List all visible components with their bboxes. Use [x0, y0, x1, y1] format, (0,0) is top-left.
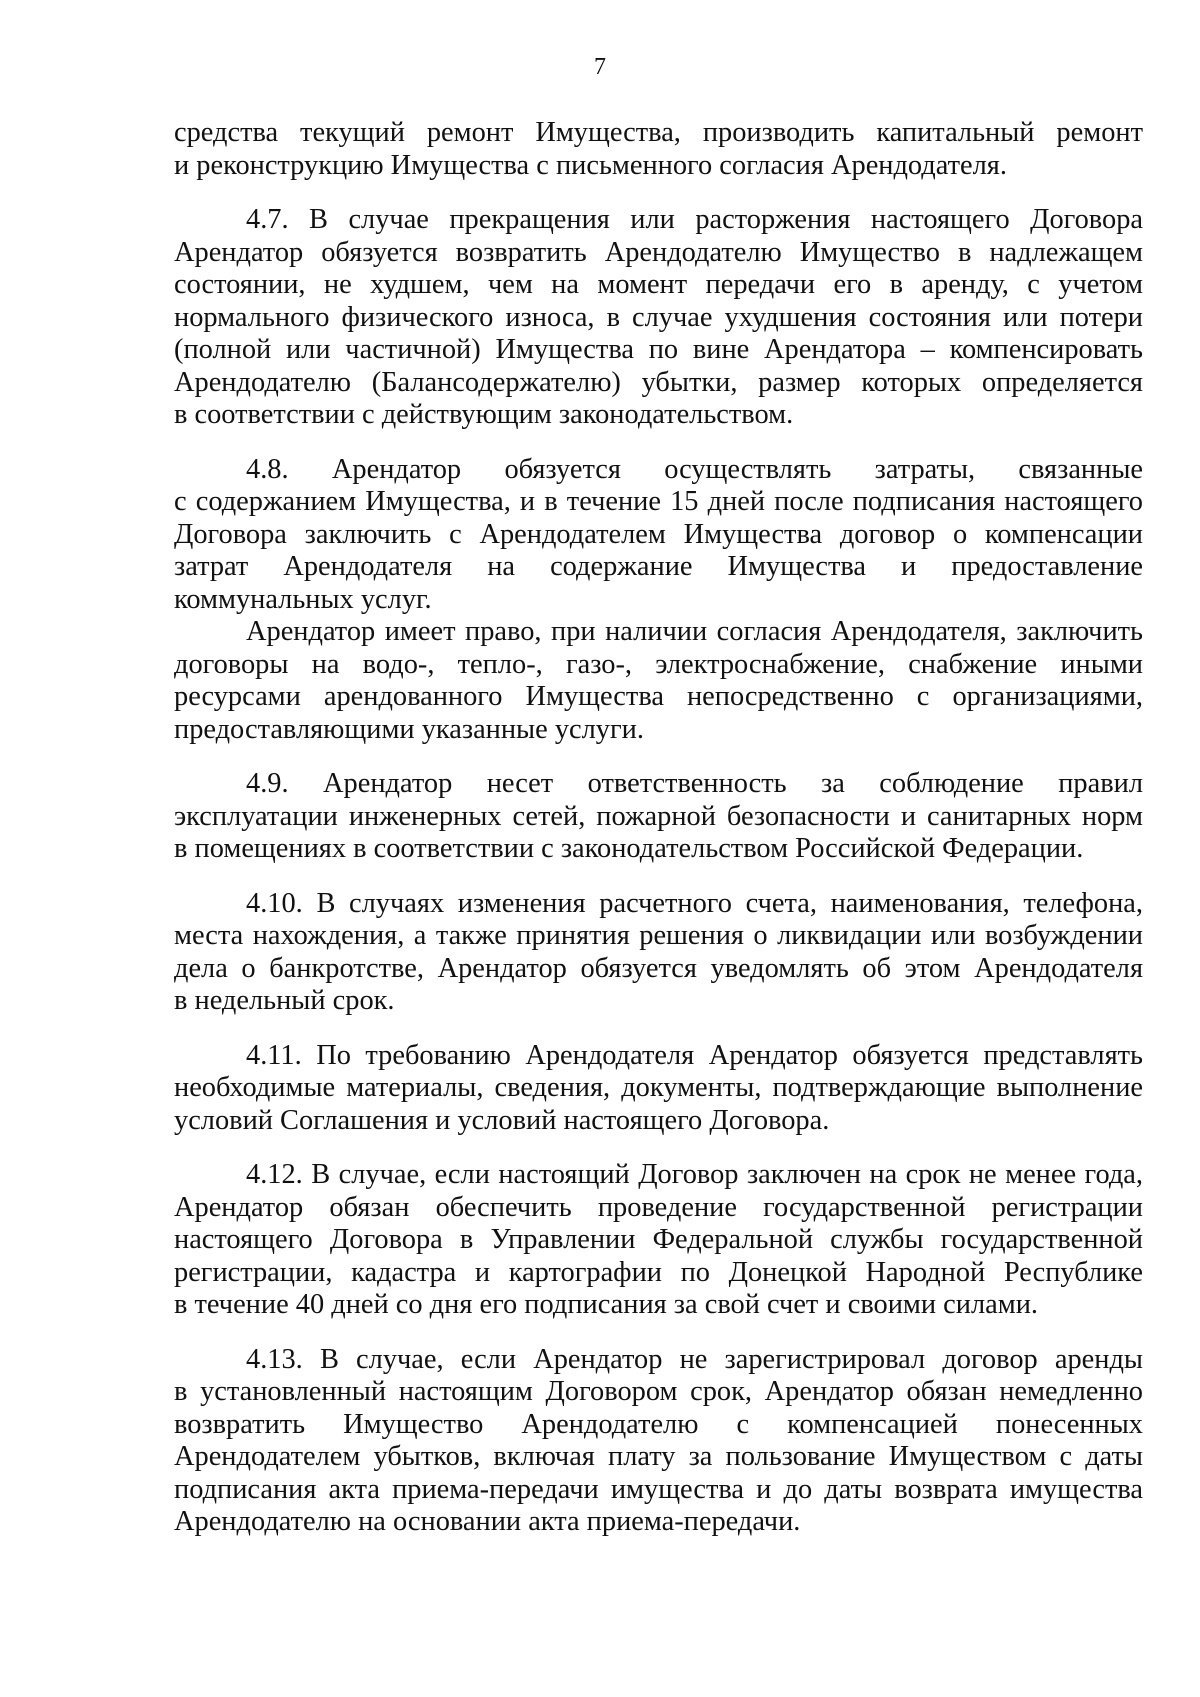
- text-line: настоящего Договора в Управлении Федеральной службы государственной: [174, 1224, 1143, 1255]
- text-line: затрат Арендодателя на содержание Имущества и предоставление: [174, 551, 1143, 582]
- text-line: и реконструкцию Имущества с письменного согласия Арендодателя.: [174, 149, 1007, 181]
- text-line: в соответствии с действующим законодательством.: [174, 399, 794, 430]
- clause-4-7: [174, 204, 1143, 432]
- text-line: Договора заключить с Арендодателем Имущества договор о компенсации: [174, 518, 1143, 550]
- text-line: Арендодателем убытков, включая плату за пользование Имуществом с даты: [174, 1441, 1143, 1472]
- text-line: 4.12. В случае, если настоящий Договор заключен на срок не менее года,: [246, 1159, 1143, 1190]
- text-line: регистрации, кадастра и картографии по Донецкой Народной Республике: [174, 1256, 1143, 1288]
- text-line: состоянии, не худшем, чем на момент передачи его в аренду, с учетом: [174, 269, 1143, 300]
- text-line: условий Соглашения и условий настоящего Договора.: [174, 1104, 830, 1136]
- page-number: 7: [594, 54, 606, 80]
- text-line: эксплуатации инженерных сетей, пожарной безопасности и санитарных норм: [174, 800, 1143, 832]
- clause-4-10: [174, 888, 1143, 1018]
- text-line: коммунальных услуг.: [174, 583, 432, 615]
- text-line: Арендодателю (Балансодержателю) убытки, размер которых определяется: [174, 366, 1143, 398]
- text-line: Арендодателю на основании акта приема-передачи.: [174, 1506, 801, 1537]
- text-line: договоры на водо-, тепло-, газо-, электроснабжение, снабжение иными: [174, 648, 1143, 680]
- text-line: в течение 40 дней со дня его подписания за свой счет и своими силами.: [174, 1289, 1039, 1320]
- text-line: Арендатор обязан обеспечить проведение государственной регистрации: [174, 1191, 1143, 1223]
- text-line: места нахождения, а также принятия решения о ликвидации или возбуждении: [174, 920, 1143, 951]
- text-line: с содержанием Имущества, и в течение 15 дней после подписания настоящего: [174, 486, 1143, 517]
- text-line: в установленный настоящим Договором срок, Арендатор обязан немедленно: [174, 1376, 1143, 1407]
- text-line: в недельный срок.: [174, 985, 395, 1016]
- clause-4-8: [174, 454, 1143, 617]
- text-line: Арендатор обязуется возвратить Арендодателю Имущество в надлежащем: [174, 236, 1143, 268]
- text-line: нормального физического износа, в случае ухудшения состояния или потери: [174, 301, 1143, 333]
- text-line: 4.13. В случае, если Арендатор не зарегистрировал договор аренды: [246, 1343, 1143, 1375]
- text-line: 4.11. По требованию Арендодателя Арендатор обязуется представлять: [246, 1039, 1143, 1071]
- text-line: средства текущий ремонт Имущества, производить капитальный ремонт: [174, 117, 1143, 148]
- text-line: предоставляющими указанные услуги.: [174, 713, 644, 745]
- text-line: 4.10. В случаях изменения расчетного счета, наименования, телефона,: [246, 887, 1143, 919]
- text-line: 4.9. Арендатор несет ответственность за соблюдение правил: [246, 768, 1143, 799]
- text-line: 4.7. В случае прекращения или расторжения настоящего Договора: [246, 204, 1143, 235]
- text-line: подписания акта приема-передачи имущества и до даты возврата имущества: [174, 1473, 1143, 1505]
- clause-4-12: [174, 1159, 1143, 1322]
- clause-4-13: [174, 1344, 1143, 1539]
- text-line: 4.8. Арендатор обязуется осуществлять затраты, связанные: [246, 453, 1143, 485]
- text-line: возвратить Имущество Арендодателю с компенсацией понесенных: [174, 1408, 1143, 1440]
- text-line: в помещениях в соответствии с законодательством Российской Федерации.: [174, 833, 1084, 864]
- clause-4-9: [174, 768, 1143, 866]
- text-line: ресурсами арендованного Имущества непосредственно с организациями,: [174, 681, 1143, 712]
- clause-4-8-continuation: [174, 616, 1143, 746]
- text-line: необходимые материалы, сведения, документы, подтверждающие выполнение: [174, 1072, 1143, 1103]
- text-line: Арендатор имеет право, при наличии согласия Арендодателя, заключить: [246, 616, 1143, 647]
- text-line: дела о банкротстве, Арендатор обязуется уведомлять об этом Арендодателя: [174, 952, 1143, 984]
- text-line: (полной или частичной) Имущества по вине Арендатора – компенсировать: [174, 334, 1143, 365]
- clause-4-11: [174, 1040, 1143, 1138]
- paragraph-continuation: [174, 117, 1143, 182]
- document-body: [174, 117, 1143, 1539]
